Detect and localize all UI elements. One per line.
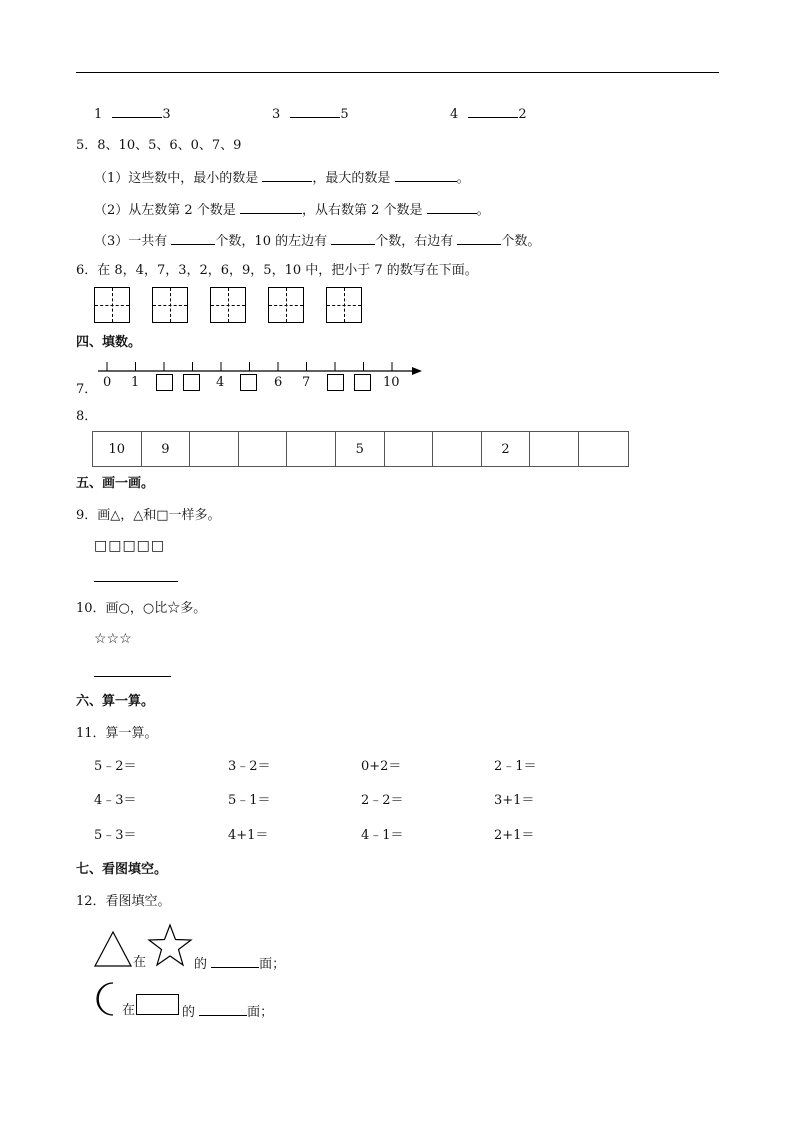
- tian-grid-box[interactable]: [268, 287, 304, 323]
- tian-grid-box[interactable]: [94, 287, 130, 323]
- tian-grid-box[interactable]: [210, 287, 246, 323]
- compare-blank[interactable]: [112, 105, 162, 118]
- answer-blank[interactable]: [171, 232, 215, 245]
- answer-blank[interactable]: [211, 955, 259, 968]
- q9-title: 9．画△，△和□一样多。: [76, 508, 221, 523]
- compare-left: 3: [272, 107, 281, 122]
- q5-part2: [94, 201, 490, 219]
- section-heading-5: 五、画一画。: [76, 476, 155, 491]
- equation[interactable]: 5﹣1＝: [228, 793, 271, 808]
- tick-label: 1: [131, 375, 140, 390]
- text: 的: [194, 957, 208, 972]
- q12-title: 12．看图填空。: [76, 894, 171, 909]
- sequence-cell: 5: [336, 432, 385, 466]
- text: ，从右数第 2 个数是: [301, 203, 423, 218]
- compare-blank[interactable]: [468, 105, 518, 118]
- text: 在: [133, 955, 147, 970]
- sequence-cell: 9: [142, 432, 191, 466]
- number-line: [90, 358, 430, 378]
- number-line-blank[interactable]: [327, 374, 344, 391]
- equation[interactable]: 3+1＝: [494, 793, 535, 808]
- answer-blank[interactable]: [199, 1003, 247, 1016]
- tick-label: 6: [274, 375, 283, 390]
- square-row: □□□□□: [94, 538, 166, 554]
- equation[interactable]: 2+1＝: [494, 828, 535, 843]
- text: 个数，10 的左边有: [215, 234, 328, 249]
- compare-left: 4: [450, 107, 459, 122]
- number-line-blank[interactable]: [156, 374, 173, 391]
- equation[interactable]: 0+2＝: [361, 759, 402, 774]
- star-icon: [147, 923, 193, 967]
- text: 。: [456, 171, 470, 186]
- sequence-cell-blank[interactable]: [579, 432, 628, 466]
- drawing-line[interactable]: [94, 676, 171, 677]
- compare-blank[interactable]: [290, 105, 340, 118]
- equation[interactable]: 4+1＝: [228, 828, 269, 843]
- number-line-blank[interactable]: [240, 374, 257, 391]
- tian-grid-box[interactable]: [326, 287, 362, 323]
- text: 个数。: [501, 234, 541, 249]
- q5-part3: [94, 232, 540, 250]
- number-line-blank[interactable]: [354, 374, 371, 391]
- sequence-table: [92, 431, 629, 467]
- q10-title: 10．画○，○比☆多。: [76, 601, 207, 616]
- text: 在: [122, 1003, 136, 1018]
- text: ，最大的数是: [312, 171, 391, 186]
- drawing-line[interactable]: [94, 581, 178, 582]
- sequence-cell-blank[interactable]: [239, 432, 288, 466]
- triangle-icon: [93, 930, 133, 968]
- compare-right: 3: [162, 107, 171, 122]
- text: 的: [182, 1005, 196, 1020]
- text: （2）从左数第 2 个数是: [94, 203, 236, 218]
- text: 面；: [259, 957, 286, 972]
- compare-left: 1: [94, 107, 103, 122]
- q7-label: 7．: [76, 382, 98, 397]
- equation[interactable]: 5﹣2＝: [94, 759, 137, 774]
- tick-label: 7: [302, 375, 311, 390]
- sequence-cell-blank[interactable]: [190, 432, 239, 466]
- answer-blank[interactable]: [240, 201, 302, 214]
- section-heading-7: 七、看图填空。: [76, 862, 168, 877]
- q12-line2-end: [182, 1003, 273, 1021]
- section-heading-6: 六、算一算。: [76, 694, 155, 709]
- tick-label: 0: [103, 375, 112, 390]
- equation[interactable]: 4﹣3＝: [94, 793, 137, 808]
- text: （1）这些数中，最小的数是: [94, 171, 259, 186]
- rectangle-icon: [136, 994, 179, 1015]
- equation[interactable]: 5﹣3＝: [94, 828, 137, 843]
- q12-line1-end: [194, 955, 285, 973]
- sequence-cell: 10: [93, 432, 142, 466]
- tian-grid-box[interactable]: [152, 287, 188, 323]
- q6-title: 6．在 8，4，7，3，2，6，9，5，10 中，把小于 7 的数写在下面。: [76, 263, 478, 278]
- answer-blank[interactable]: [457, 232, 501, 245]
- sequence-cell-blank[interactable]: [530, 432, 579, 466]
- header-rule: [76, 72, 719, 73]
- equation[interactable]: 3﹣2＝: [228, 759, 271, 774]
- compare-item-1: [94, 105, 171, 123]
- answer-blank[interactable]: [262, 169, 312, 182]
- sequence-cell-blank[interactable]: [433, 432, 482, 466]
- equation[interactable]: 2﹣1＝: [494, 759, 537, 774]
- text: 面；: [247, 1005, 274, 1020]
- answer-blank[interactable]: [427, 201, 477, 214]
- equation[interactable]: 2﹣2＝: [361, 793, 404, 808]
- compare-right: 5: [340, 107, 349, 122]
- crescent-moon-icon: [91, 980, 123, 1018]
- text: 。: [476, 203, 490, 218]
- sequence-cell-blank[interactable]: [385, 432, 434, 466]
- sequence-cell: 2: [482, 432, 531, 466]
- q11-title: 11．算一算。: [76, 726, 158, 741]
- text: 个数，右边有: [375, 234, 454, 249]
- star-row: ☆☆☆: [94, 631, 132, 647]
- compare-right: 2: [518, 107, 527, 122]
- q5-part1: [94, 169, 470, 187]
- answer-blank[interactable]: [331, 232, 375, 245]
- equation[interactable]: 4﹣1＝: [361, 828, 404, 843]
- q5-title: 5．8、10、5、6、0、7、9: [76, 138, 242, 153]
- section-heading-4: 四、填数。: [76, 335, 142, 350]
- answer-blank[interactable]: [395, 169, 457, 182]
- number-line-blank[interactable]: [183, 374, 200, 391]
- compare-item-2: [272, 105, 349, 123]
- tick-label: 10: [383, 375, 400, 390]
- text: （3）一共有: [94, 234, 168, 249]
- tick-label: 4: [216, 375, 225, 390]
- compare-item-3: [450, 105, 527, 123]
- sequence-cell-blank[interactable]: [287, 432, 336, 466]
- q8-label: 8．: [76, 409, 98, 424]
